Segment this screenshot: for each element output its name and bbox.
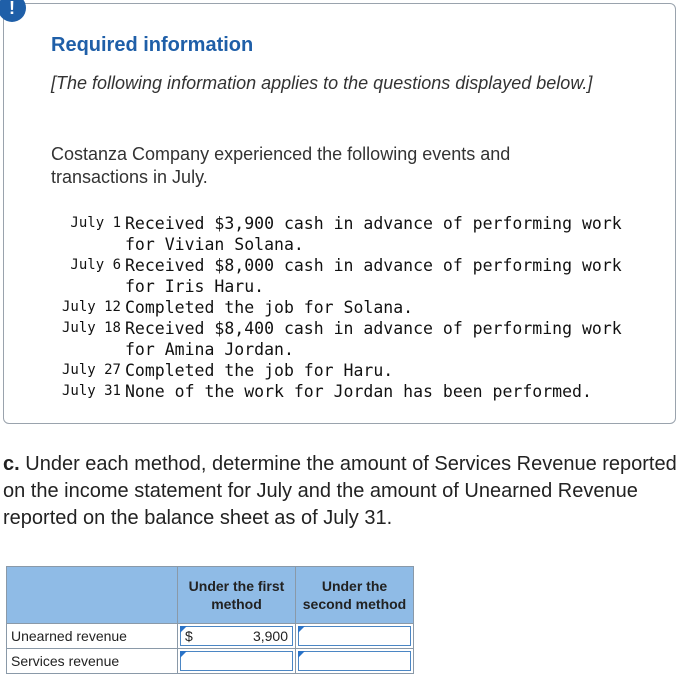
- event-item: [49, 360, 625, 381]
- event-date: July 6: [70, 257, 121, 273]
- question-label: c.: [3, 453, 20, 475]
- event-description: Completed the job for Solana.: [125, 298, 414, 317]
- input-flag-icon: [180, 626, 187, 633]
- info-intro: Costanza Company experienced the following events and transactions in July.: [51, 144, 511, 187]
- event-item: [49, 255, 625, 297]
- answer-table: [6, 566, 414, 674]
- services-revenue-second-method-input[interactable]: [298, 651, 411, 671]
- table-header-row: [7, 567, 414, 624]
- event-description: Completed the job for Haru.: [125, 361, 394, 380]
- row-label-unearned-revenue: Unearned revenue: [7, 624, 178, 649]
- input-flag-icon: [180, 651, 187, 658]
- input-flag-icon: [298, 651, 305, 658]
- info-title: Required information: [51, 34, 254, 56]
- row-label-services-revenue: Services revenue: [7, 649, 178, 674]
- services-revenue-first-method-input[interactable]: [180, 651, 293, 671]
- info-note: [The following information applies to the questions displayed below.]: [51, 73, 593, 93]
- event-date: July 31: [61, 383, 121, 399]
- alert-icon: !: [0, 0, 26, 22]
- event-description: None of the work for Jordan has been performed.: [125, 382, 592, 401]
- event-date: July 27: [61, 362, 121, 378]
- event-date: July 1: [70, 215, 121, 231]
- unearned-revenue-second-method-input[interactable]: [298, 626, 411, 646]
- unearned-revenue-first-method-input[interactable]: [180, 626, 293, 646]
- services-revenue-second-method-cell: [296, 649, 414, 674]
- unearned-revenue-first-method-cell: [178, 624, 296, 649]
- event-date: July 18: [61, 320, 121, 336]
- header-second-method: Under the second method: [296, 567, 414, 624]
- event-item: [49, 213, 625, 255]
- event-item: [49, 297, 625, 318]
- header-blank-cell: [7, 567, 178, 624]
- table-row: [7, 624, 414, 649]
- event-description: Received $8,400 cash in advance of performing work for Amina Jordan.: [125, 319, 622, 359]
- event-item: [49, 381, 625, 402]
- event-item: [49, 318, 625, 360]
- unearned-revenue-second-method-cell: [296, 624, 414, 649]
- services-revenue-first-method-cell: [178, 649, 296, 674]
- event-description: Received $8,000 cash in advance of performing work for Iris Haru.: [125, 256, 622, 296]
- input-value: 3,900: [252, 628, 288, 644]
- header-first-method: Under the first method: [178, 567, 296, 624]
- events-list: [49, 213, 625, 402]
- event-description: Received $3,900 cash in advance of performing work for Vivian Solana.: [125, 214, 622, 254]
- required-information-panel: [3, 0, 676, 424]
- table-row: [7, 649, 414, 674]
- event-date: July 12: [61, 299, 121, 315]
- question-text: [3, 451, 683, 532]
- question-body: Under each method, determine the amount of Services Revenue reported on the income statement for July and the amount of Unearned Revenue reported on the balance sheet as of July 31.: [3, 453, 677, 529]
- currency-symbol: $: [185, 628, 193, 644]
- input-flag-icon: [298, 626, 305, 633]
